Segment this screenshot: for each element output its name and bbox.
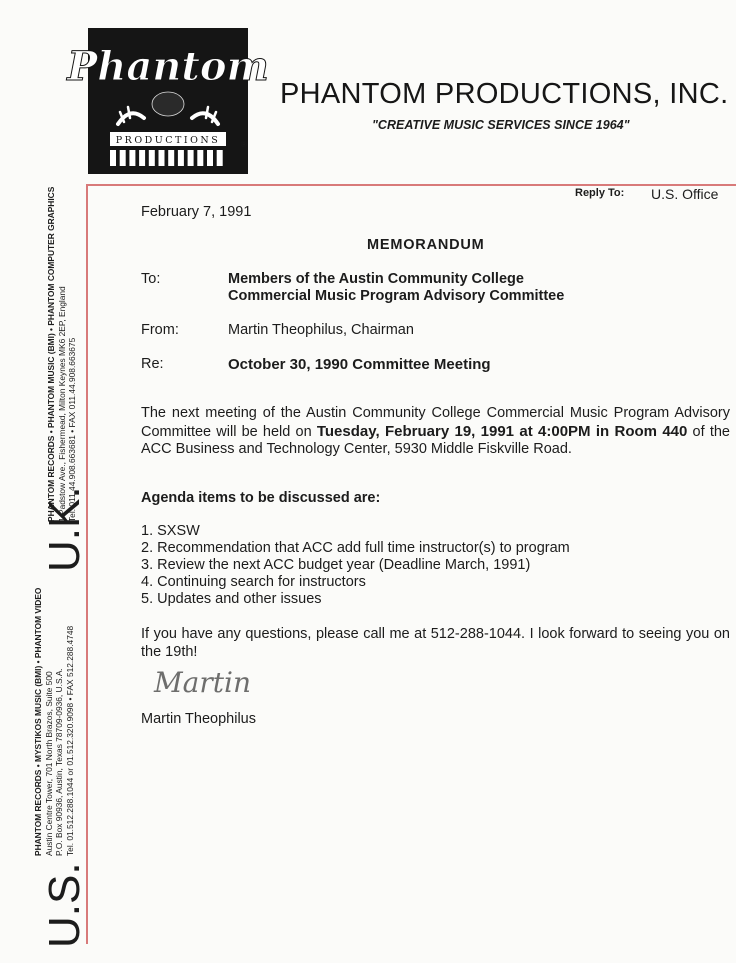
sidebar-uk-line1: PHANTOM RECORDS • PHANTOM MUSIC (BMI) • PHANTOM COMPUTER GRAPHICS (46, 186, 56, 522)
memo-heading: MEMORANDUM (367, 237, 485, 253)
to-line1: Members of the Austin Community College (228, 271, 524, 287)
from-label: From: (141, 322, 179, 338)
to-line2: Commercial Music Program Advisory Committee (228, 288, 565, 304)
piano-key (178, 150, 184, 166)
re-label: Re: (141, 356, 164, 372)
signature-script: Martin (154, 666, 251, 699)
agenda-item: 3. Review the next ACC budget year (Deadline March, 1991) (141, 557, 531, 573)
piano-key (129, 150, 135, 166)
piano-key (207, 150, 213, 166)
registered-mark: ® (241, 140, 247, 149)
phantom-logo (67, 28, 269, 174)
piano-key (168, 150, 174, 166)
piano-key (159, 150, 165, 166)
agenda-item: 5. Updates and other issues (141, 591, 322, 607)
sidebar-uk-country: U.K. (40, 486, 89, 572)
sidebar-us-line1: PHANTOM RECORDS • MYSTIKOS MUSIC (BMI) • PHANTOM VIDEO (33, 587, 43, 856)
company-tagline: "CREATIVE MUSIC SERVICES SINCE 1964" (372, 118, 630, 132)
signature-name: Martin Theophilus (141, 711, 256, 727)
border-top (86, 184, 736, 186)
piano-key (149, 150, 155, 166)
to-label: To: (141, 271, 161, 287)
sidebar-uk-line2: 1 Padstow Ave., Fishermead, Milton Keynes MK6 2EP, England (56, 286, 67, 522)
meeting-text-1: The next meeting of the Austin Community College Commercial Music Program Advisory Committee will be held on (141, 405, 730, 440)
sidebar-uk-block (46, 187, 78, 522)
logo-wordmark: Phantom (67, 43, 269, 90)
signature (150, 662, 270, 702)
piano-key (197, 150, 203, 166)
agenda-item: 4. Continuing search for instructors (141, 574, 366, 590)
meeting-text-2: of the ACC Business and Technology Center, 5930 Middle Fiskville Road. (141, 423, 730, 457)
sidebar-us-country: U.S. (40, 862, 89, 948)
memo-date: February 7, 1991 (141, 204, 252, 220)
sidebar-us-line2: Austin Centre Tower, 701 North Brazos, Suite 500 (43, 671, 54, 856)
sidebar-us-block (33, 588, 75, 856)
re-value: October 30, 1990 Committee Meeting (228, 356, 491, 373)
logo-subtext: PRODUCTIONS (115, 135, 221, 146)
sidebar-us-line4: Tel. 01.512.288.1044 or 01.512.320.9098 • FAX 512.288.4748 (64, 625, 75, 856)
piano-key (188, 150, 194, 166)
piano-key (217, 150, 223, 166)
agenda-item: 1. SXSW (141, 523, 200, 539)
meeting-datetime: Tuesday, February 19, 1991 at 4:00PM in Room 440 (316, 422, 688, 440)
piano-key (120, 150, 126, 166)
reply-to-label: Reply To: (575, 187, 625, 199)
piano-key (110, 150, 116, 166)
piano-key (139, 150, 145, 166)
agenda-heading: Agenda items to be discussed are: (141, 490, 381, 506)
agenda-list (141, 523, 570, 608)
company-name: PHANTOM PRODUCTIONS, INC. (280, 78, 729, 110)
meeting-paragraph (141, 405, 730, 459)
closing-paragraph: If you have any questions, please call me at 512-288-1044. I look forward to seeing you on the 19th! (141, 626, 730, 660)
sidebar-uk-line3: Tel. 011.44.908.663681 • FAX 011.44.908.663675 (67, 337, 77, 522)
agenda-item: 2. Recommendation that ACC add full time instructor(s) to program (141, 540, 570, 556)
from-value: Martin Theophilus, Chairman (228, 322, 414, 338)
reply-to-value: U.S. Office (651, 186, 719, 202)
sidebar-us-line3: P.O. Box 90936, Austin, Texas 78709-0936, U.S.A. (54, 668, 64, 856)
